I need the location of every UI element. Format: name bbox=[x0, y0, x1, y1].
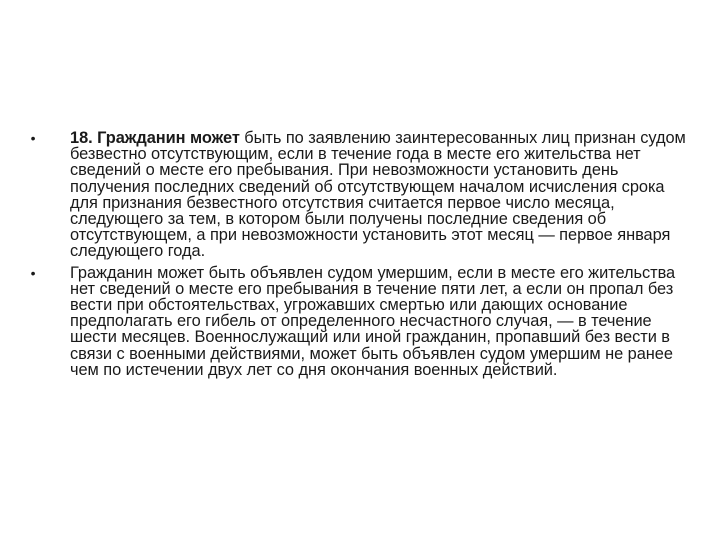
bullet-item-1 bbox=[26, 130, 696, 260]
bullet-text: Гражданин может быть объявлен судом умершим, если в месте его жительства нет сведений о месте его пребывания в течение пяти лет, а если он пропал без вести при обстоятельствах, угрожавших смертью или дающих основание предполагать его гибель от определенного несчастного случая, — в течение шести месяцев. Военнослужащий или иной гражданин, пропавший без вести в связи с военными действиями, может быть объявлен судом умершим не ранее чем по истечении двух лет со дня окончания военных действий. bbox=[70, 263, 676, 379]
bullet-item-2 bbox=[26, 265, 696, 378]
bullet-lead-bold: 18. Гражданин может bbox=[70, 129, 240, 147]
bullet-marker: • bbox=[30, 130, 36, 146]
bullet-text: быть по заявлению заинтересованных лиц признан судом безвестно отсутствующим, если в течение года в месте его жительства нет сведений о месте его пребывания. При невозможности установить день получения последних сведений об отсутствующем началом исчисления срока для признания безвестного отсутствия считается первое число месяца, следующего за тем, в котором были получены последние сведения об отсутствующем, а при невозможности установить этот месяц — первое января следующего года. bbox=[70, 129, 686, 261]
bullet-list bbox=[26, 130, 696, 383]
bullet-marker: • bbox=[30, 264, 36, 281]
